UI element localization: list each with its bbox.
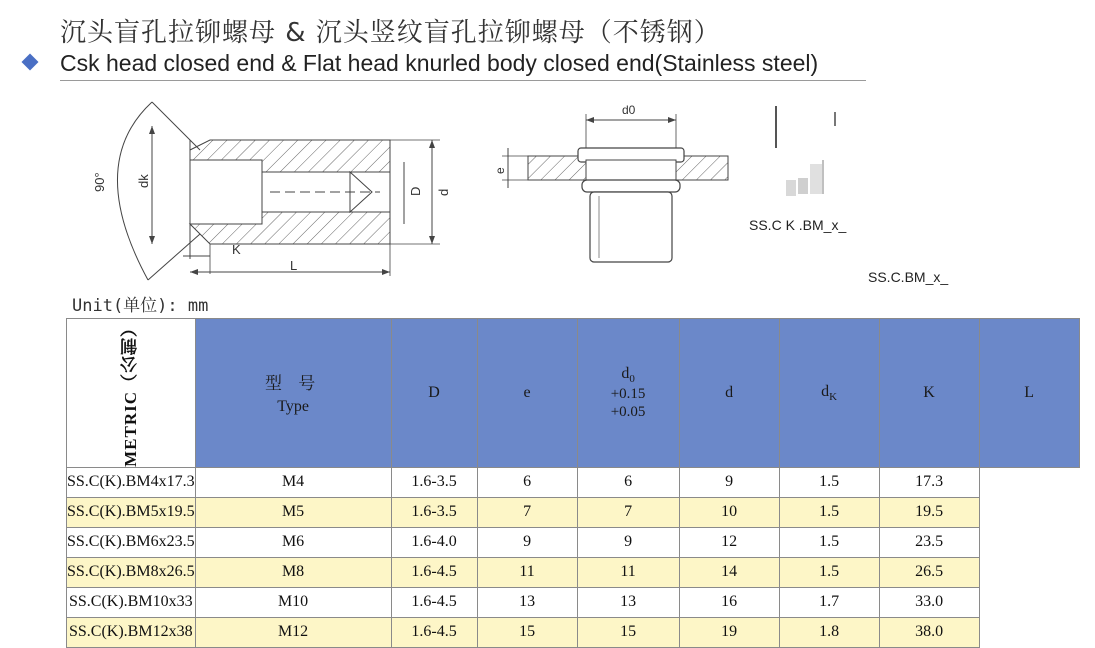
flat-product-code: SS.C.BM_x_: [868, 269, 949, 285]
K-label: K: [232, 242, 241, 257]
csk-product-code: SS.C K .BM_x_: [749, 217, 847, 233]
header-type: 型 号 Type: [195, 319, 391, 468]
cell-L: 26.5: [879, 557, 979, 587]
cell-K: 1.8: [779, 617, 879, 647]
cell-D: M5: [195, 497, 391, 527]
cell-D: M12: [195, 617, 391, 647]
cell-d: 9: [577, 527, 679, 557]
cell-dk: 14: [679, 557, 779, 587]
cell-d0: 15: [477, 617, 577, 647]
cell-L: 23.5: [879, 527, 979, 557]
cell-d: 13: [577, 587, 679, 617]
cell-L: 19.5: [879, 497, 979, 527]
d-label: d: [436, 188, 451, 196]
cell-type: SS.C(K).BM5x19.5: [67, 497, 196, 527]
table-row: [67, 497, 1080, 527]
unit-label: Unit(单位): mm: [72, 296, 209, 316]
cell-L: 38.0: [879, 617, 979, 647]
table-row: [67, 587, 1080, 617]
cell-L: 33.0: [879, 587, 979, 617]
cell-K: 1.5: [779, 497, 879, 527]
header-e: e: [477, 319, 577, 468]
cell-e: 1.6-4.5: [391, 587, 477, 617]
cell-D: M8: [195, 557, 391, 587]
angle-label: 90°: [92, 172, 107, 192]
page-title-english: Csk head closed end & Flat head knurled body closed end(Stainless steel): [60, 50, 819, 76]
cell-d0: 6: [477, 467, 577, 497]
header-dk: $d_K$: [779, 319, 879, 468]
cell-L: 17.3: [879, 467, 979, 497]
cell-K: 1.5: [779, 467, 879, 497]
cell-d0: 7: [477, 497, 577, 527]
cell-dk: 16: [679, 587, 779, 617]
cell-d0: 9: [477, 527, 577, 557]
table-row: [67, 467, 1080, 497]
cell-D: M10: [195, 587, 391, 617]
cell-d: 6: [577, 467, 679, 497]
cell-K: 1.5: [779, 557, 879, 587]
e-label: e: [493, 167, 507, 174]
table-header-row: [67, 319, 1080, 468]
cell-dk: 9: [679, 467, 779, 497]
technical-drawing: [0, 84, 1000, 289]
table-row: [67, 617, 1080, 647]
cell-type: SS.C(K).BM10x33: [67, 587, 196, 617]
cell-type: SS.C(K).BM4x17.3: [67, 467, 196, 497]
cell-e: 1.6-4.5: [391, 557, 477, 587]
cell-K: 1.5: [779, 527, 879, 557]
D-label: D: [408, 186, 423, 196]
header-d0: $d_0$ +0.15 +0.05: [577, 319, 679, 468]
cell-d0: 11: [477, 557, 577, 587]
diamond-bullet-icon: [22, 54, 39, 71]
cell-e: 1.6-3.5: [391, 497, 477, 527]
table-row: [67, 557, 1080, 587]
page-title-chinese: 沉头盲孔拉铆螺母 & 沉头竖纹盲孔拉铆螺母（不锈钢）: [60, 18, 721, 48]
cell-e: 1.6-4.0: [391, 527, 477, 557]
cell-dk: 12: [679, 527, 779, 557]
flat-head-nut-drawing: [493, 103, 728, 262]
header-D: D: [391, 319, 477, 468]
header-d: d: [679, 319, 779, 468]
header-K: K: [879, 319, 979, 468]
metric-side-label: METRIC（公制）: [67, 319, 196, 468]
cell-type: SS.C(K).BM12x38: [67, 617, 196, 647]
cell-d0: 13: [477, 587, 577, 617]
csk-nut-section: [92, 102, 451, 280]
table-row: [67, 527, 1080, 557]
cell-D: M6: [195, 527, 391, 557]
cell-d: 11: [577, 557, 679, 587]
cell-d: 7: [577, 497, 679, 527]
dk-label: dk: [136, 174, 151, 188]
cell-type: SS.C(K).BM6x23.5: [67, 527, 196, 557]
cell-dk: 10: [679, 497, 779, 527]
product-photo-faint: [749, 106, 948, 285]
L-label: L: [290, 258, 298, 273]
cell-e: 1.6-3.5: [391, 467, 477, 497]
header-L: L: [979, 319, 1079, 468]
d0-label: d0: [622, 103, 636, 117]
cell-D: M4: [195, 467, 391, 497]
cell-type: SS.C(K).BM8x26.5: [67, 557, 196, 587]
title-divider: [60, 80, 866, 81]
cell-d: 15: [577, 617, 679, 647]
cell-e: 1.6-4.5: [391, 617, 477, 647]
cell-K: 1.7: [779, 587, 879, 617]
cell-dk: 19: [679, 617, 779, 647]
spec-table: [66, 318, 1080, 648]
